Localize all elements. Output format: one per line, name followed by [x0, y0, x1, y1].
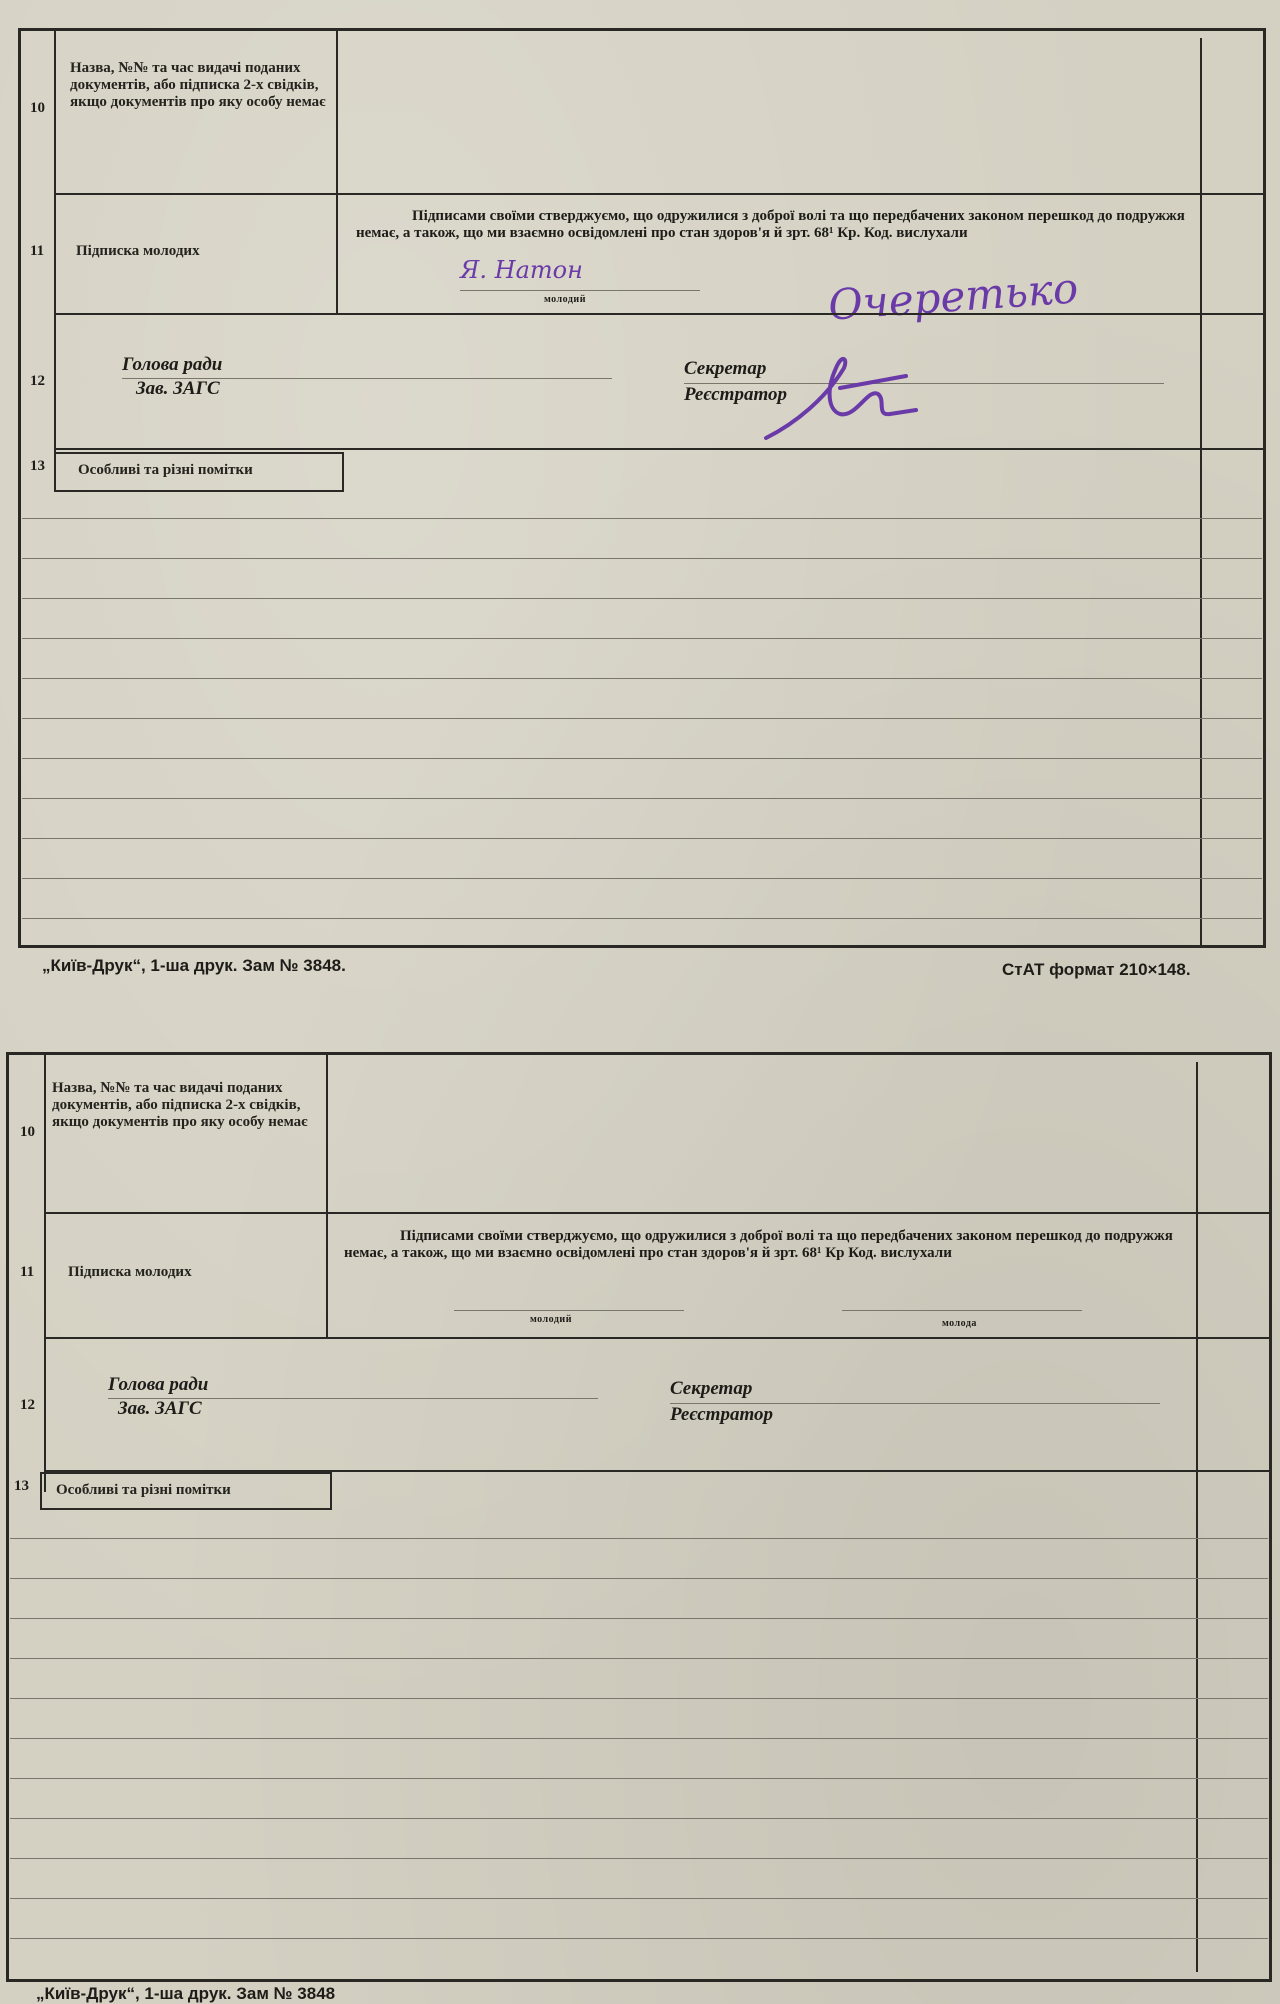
chairman-title: Голова ради: [108, 1374, 209, 1395]
notes-line: [22, 918, 1262, 919]
registrar-signature-scribble: [756, 328, 926, 448]
printer-imprint: „Київ-Друк“, 1-ша друк. Зам № 3848.: [42, 956, 346, 975]
zags-head-title: Зав. ЗАГС: [118, 1398, 202, 1419]
notes-line: [10, 1578, 1268, 1579]
row-number: 12: [20, 1397, 35, 1413]
notes-line: [10, 1618, 1268, 1619]
notes-line: [22, 758, 1262, 759]
right-margin-rule: [1200, 38, 1202, 948]
groom-signature-line: [460, 290, 700, 291]
row-divider: [54, 448, 1266, 450]
notes-line: [22, 558, 1262, 559]
secretary-title: Секретар: [670, 1378, 753, 1399]
registrar-title: Реєстратор: [684, 384, 787, 405]
number-column-rule: [54, 28, 56, 458]
printer-imprint: „Київ-Друк“, 1-ша друк. Зам № 3848: [36, 1984, 336, 2003]
notes-line: [10, 1778, 1268, 1779]
chairman-title: Голова ради: [122, 354, 223, 375]
chairman-signature-line: [122, 378, 612, 379]
notes-line: [22, 598, 1262, 599]
row-number: 11: [20, 1264, 35, 1280]
groom-signature: Я. Натон: [460, 256, 583, 284]
bride-signature: Очеретько: [826, 263, 1080, 330]
notes-line: [22, 518, 1262, 519]
groom-signature-line: [454, 1310, 684, 1311]
row-number: 13: [30, 458, 45, 474]
row-number: 10: [30, 100, 45, 116]
groom-caption: молодий: [530, 1314, 572, 1325]
marriage-record-form-bottom: [0, 1052, 1280, 2004]
number-column-rule: [44, 1052, 46, 1492]
row-divider: [54, 193, 1266, 195]
row11-label: Підписка молодих: [76, 243, 200, 259]
form-frame: [6, 1052, 1272, 1982]
row-number: 10: [20, 1124, 35, 1140]
chairman-signature-line: [108, 1398, 598, 1399]
secretary-signature-line: [670, 1403, 1160, 1404]
bride-signature-line: [842, 1310, 1082, 1311]
notes-line: [22, 718, 1262, 719]
form-format-note: СтАТ формат 210×148.: [1002, 960, 1191, 979]
row-number: 12: [30, 373, 45, 389]
notes-line: [10, 1938, 1268, 1939]
notes-line: [10, 1818, 1268, 1819]
bride-caption: молода: [942, 1318, 977, 1329]
marriage-record-form-top: [0, 28, 1280, 979]
right-margin-rule: [1196, 1062, 1198, 1972]
label-column-rule: [336, 28, 338, 313]
secretary-title: Секретар: [684, 358, 767, 379]
groom-caption: молодий: [544, 294, 586, 305]
notes-line: [10, 1898, 1268, 1899]
notes-line: [10, 1658, 1268, 1659]
row11-label: Підписка молодих: [68, 1264, 192, 1280]
row-divider: [44, 1337, 1272, 1339]
row13-label: Особливі та різні помітки: [78, 462, 253, 478]
row10-label: Назва, №№ та час видачі поданих документів, або підписка 2-х свідків, якщо документів про яку особу немає: [52, 1080, 308, 1130]
row-number: 13: [14, 1478, 29, 1494]
notes-line: [22, 838, 1262, 839]
notes-line: [22, 678, 1262, 679]
row-number: 11: [30, 243, 45, 259]
row13-label: Особливі та різні помітки: [56, 1482, 231, 1498]
notes-line: [10, 1698, 1268, 1699]
notes-line: [22, 798, 1262, 799]
label-column-rule: [326, 1052, 328, 1337]
row11-statement: Підписами своїми стверджуємо, що одружилися з доброї волі та що передбачених законом перешкод до подружжя немає, а також, що ми взаємно освідомлені про стан здоров'я й зрт. 68¹ Кр. Код. вислухали: [356, 208, 1185, 241]
row11-statement: Підписами своїми стверджуємо, що одружилися з доброї волі та що передбачених законом перешкод до подружжя немає, а також, що ми взаємно освідомлені про стан здоров'я й зрт. 68¹ Кр Код. вислухали: [344, 1228, 1173, 1261]
registrar-title: Реєстратор: [670, 1404, 773, 1425]
row10-label: Назва, №№ та час видачі поданих документів, або підписка 2-х свідків, якщо документів про яку особу немає: [70, 60, 326, 110]
notes-line: [10, 1858, 1268, 1859]
row-divider: [54, 313, 1266, 315]
notes-line: [22, 878, 1262, 879]
row-divider: [44, 1212, 1272, 1214]
notes-line: [10, 1538, 1268, 1539]
notes-line: [10, 1738, 1268, 1739]
zags-head-title: Зав. ЗАГС: [136, 378, 220, 399]
notes-line: [22, 638, 1262, 639]
